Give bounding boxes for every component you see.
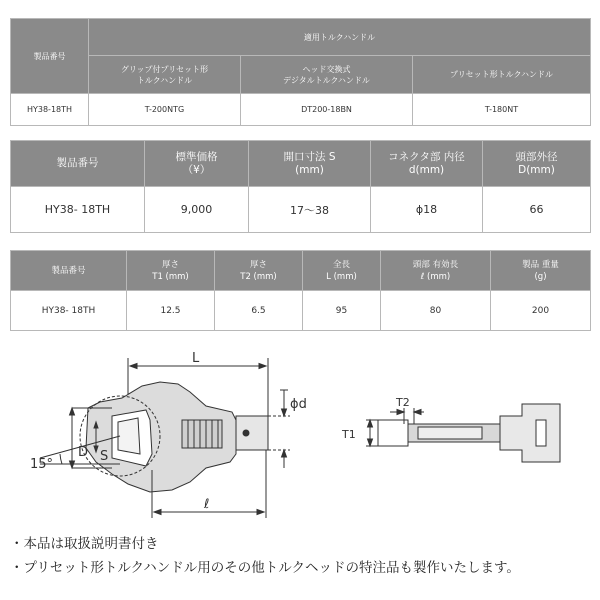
cell-length: 95 [303, 291, 381, 331]
cell-handle-1: T-200NTG [89, 94, 241, 126]
cell-product: HY38-18TH [11, 94, 89, 126]
cell-connector: ϕ18 [371, 187, 483, 233]
label-T1: T1 [342, 428, 356, 441]
label-S: S [100, 449, 109, 464]
label-phi-d: ϕd [290, 397, 307, 412]
notes [10, 532, 590, 580]
note-custom-order: ・プリセット形トルクハンドル用のその他トルクヘッドの特注品も製作いたします。 [10, 560, 520, 576]
cell-t1: 12.5 [127, 291, 215, 331]
cell-product: HY38- 18TH [11, 187, 145, 233]
header-t1: 厚さ T1 (mm) [127, 251, 215, 291]
subheader-grip-preset: グリップ付プリセット形 トルクハンドル [89, 56, 241, 94]
cell-effective-length: 80 [381, 291, 491, 331]
header-product-number: 製品番号 [11, 141, 145, 187]
header-effective-length: 頭部 有効長 ℓ (mm) [381, 251, 491, 291]
cell-handle-2: DT200-18BN [241, 94, 413, 126]
header-head-diameter: 頭部外径 D(mm) [483, 141, 591, 187]
note-manual: ・本品は取扱説明書付き [10, 536, 159, 552]
cell-t2: 6.5 [215, 291, 303, 331]
cell-head-diameter: 66 [483, 187, 591, 233]
label-D: D [78, 445, 89, 460]
cell-handle-3: T-180NT [413, 94, 591, 126]
header-opening: 開口寸法 S (mm) [249, 141, 371, 187]
header-product-number: 製品番号 [11, 19, 89, 94]
cell-opening: 17～38 [249, 187, 371, 233]
header-weight: 製品 重量 (g) [491, 251, 591, 291]
cell-price: 9,000 [145, 187, 249, 233]
cell-product: HY38- 18TH [11, 291, 127, 331]
label-angle: 15° [30, 457, 54, 472]
price-dimension-table [10, 140, 591, 233]
header-product-number: 製品番号 [11, 251, 127, 291]
label-T2: T2 [396, 396, 410, 409]
header-applicable-handle: 適用トルクハンドル [89, 19, 591, 56]
subheader-digital: ヘッド交換式 デジタルトルクハンドル [241, 56, 413, 94]
header-length: 全長 L (mm) [303, 251, 381, 291]
torque-head-drawing [0, 350, 600, 535]
header-connector-diameter: コネクタ部 内径 d(mm) [371, 141, 483, 187]
spec-table [10, 250, 591, 331]
cell-weight: 200 [491, 291, 591, 331]
subheader-preset: プリセット形トルクハンドル [413, 56, 591, 94]
header-t2: 厚さ T2 (mm) [215, 251, 303, 291]
label-L: L [192, 351, 200, 366]
applicable-handle-table [10, 18, 591, 126]
label-l: ℓ [204, 497, 210, 512]
header-price: 標準価格 （¥） [145, 141, 249, 187]
